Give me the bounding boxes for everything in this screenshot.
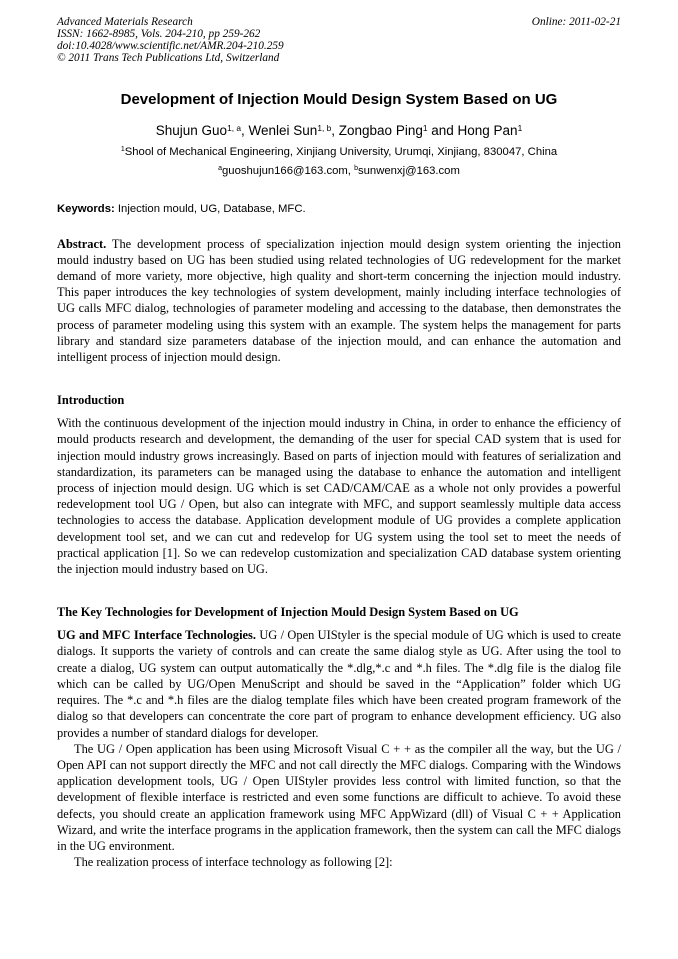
section-heading-key-technologies: The Key Technologies for Development of Injection Mould Design System Based on UG [57,605,519,620]
abstract-label: Abstract. [57,236,107,251]
section-heading-introduction: Introduction [57,393,125,408]
journal-info-block [57,17,284,65]
keywords-line [57,203,621,216]
author-superscript: 1 [517,122,523,133]
keywords-text: Injection mould, UG, Database, MFC. [114,202,306,215]
realization-process-line: The realization process of interface technology as following [2]: [74,855,393,870]
authors-line [57,123,621,139]
journal-issn-volume: ISSN: 1662-8985, Vols. 204-210, pp 259-262 [57,27,261,40]
affiliation-text: Shool of Mechanical Engineering, Xinjiang University, Urumqi, Xinjiang, 830047, China [124,145,558,158]
author-superscript: 1 [422,122,428,133]
affiliation-line [57,146,621,159]
journal-doi: doi:10.4028/www.scientific.net/AMR.204-210.259 [57,39,284,52]
author-name: and Hong Pan [427,122,518,138]
affiliation-superscript: 1 [120,146,125,154]
author-emails-line [57,165,621,178]
author-name: , Wenlei Sun [241,122,318,138]
author-superscript: 1, b [317,122,332,133]
email-superscript-a: a [218,165,223,173]
abstract-paragraph [57,236,621,366]
journal-title: Advanced Materials Research [57,16,193,28]
ug-mfc-paragraph-text: UG / Open UIStyler is the special module of UG which is used to create dialogs. It supports the variety of controls and can create the same dialog style as UG. After using the tool to create a dialog, UG system can output automatically the *.dlg,*.c and *.h files. The *.dlg file is the dialog file which can be called by UG/Open MenuScript and should be saved in the “Application” folder which UG requires. The *.c and *.h files are the dialog template files which have been created program framework of the dialog so that developers can concentrate the core part of program to enhance development efficiency. UG also provides a number of standard dialogs for developer. [57,628,621,740]
author-superscript: 1, a [227,122,242,133]
journal-copyright: © 2011 Trans Tech Publications Ltd, Switzerland [57,51,280,64]
ug-open-compiler-paragraph: The UG / Open application has been using Microsoft Visual C + + as the compiler all the way, but the UG / Open API can not support directly the MFC and not call directly the MFC dialogs. Comparing with the Windows application development tools, UG / Open UIStyler provides less control with limited function, so that the development of flexible interface is restricted and even some functions are difficult to achieve. To avoid these defects, you should create an application framework using MFC AppWizard (dll) of Visual C + + Application Wizard, and write the interface programs in the application framework, then the system can call the MFC dialogs in the UG environment. [57,741,621,853]
email-superscript-b: b [354,165,358,173]
introduction-paragraph: With the continuous development of the injection mould industry in China, in order to enhance the efficiency of mould products research and development, the demanding of the user for special CAD system that is used for injection mould industry grows increasingly. Based on parts of injection mould with features of serialization and standardization, its parameters can be managed using the database to enhance the automation and intelligent process of injection mould design. UG which is set CAD/CAM/CAE as a whole not only provides a powerful redevelopment tool UG / Open, but also can integrate with MFC, and support seamlessly multiple data access technologies to access the database. Application development module of UG provides a complete application development tool set, and we can cut and redevelop for UG system using the tool set to meet the needs of practical application [1]. So we can redevelop customization and specialization CAD database system orienting the injection mould industry based on UG. [57,416,621,577]
email-address-a: guoshujun166@163.com, [222,164,355,177]
keywords-label: Keywords: [57,202,115,215]
ug-mfc-interface-paragraph [57,627,621,740]
online-date: Online: 2011-02-21 [531,16,621,28]
author-name: , Zongbao Ping [331,122,423,138]
ug-mfc-subheading: UG and MFC Interface Technologies. [57,628,256,643]
email-address-b: sunwenxj@163.com [357,164,460,177]
abstract-text: The development process of specialization injection mould design system orienting the injection mould industry based on UG has been studied using related technologies of UG redevelopment for the market demand of more variety, more objective, high quality and short-term concerning the injection mould industry. This paper introduces the key technologies of system development, mainly including interface technologies of UG calls MFC dialog, technologies of parameter modeling and accessing to the database, then demonstrates the process of parameter modeling using this system with an example. The system helps the management for parts library and standard size parameters database of the injection mould, and can enhance the automation and intelligent process of injection mould design. [57,236,621,365]
paper-title: Development of Injection Mould Design System Based on UG [120,90,558,108]
author-name: Shujun Guo [155,122,228,138]
journal-header [57,17,621,65]
